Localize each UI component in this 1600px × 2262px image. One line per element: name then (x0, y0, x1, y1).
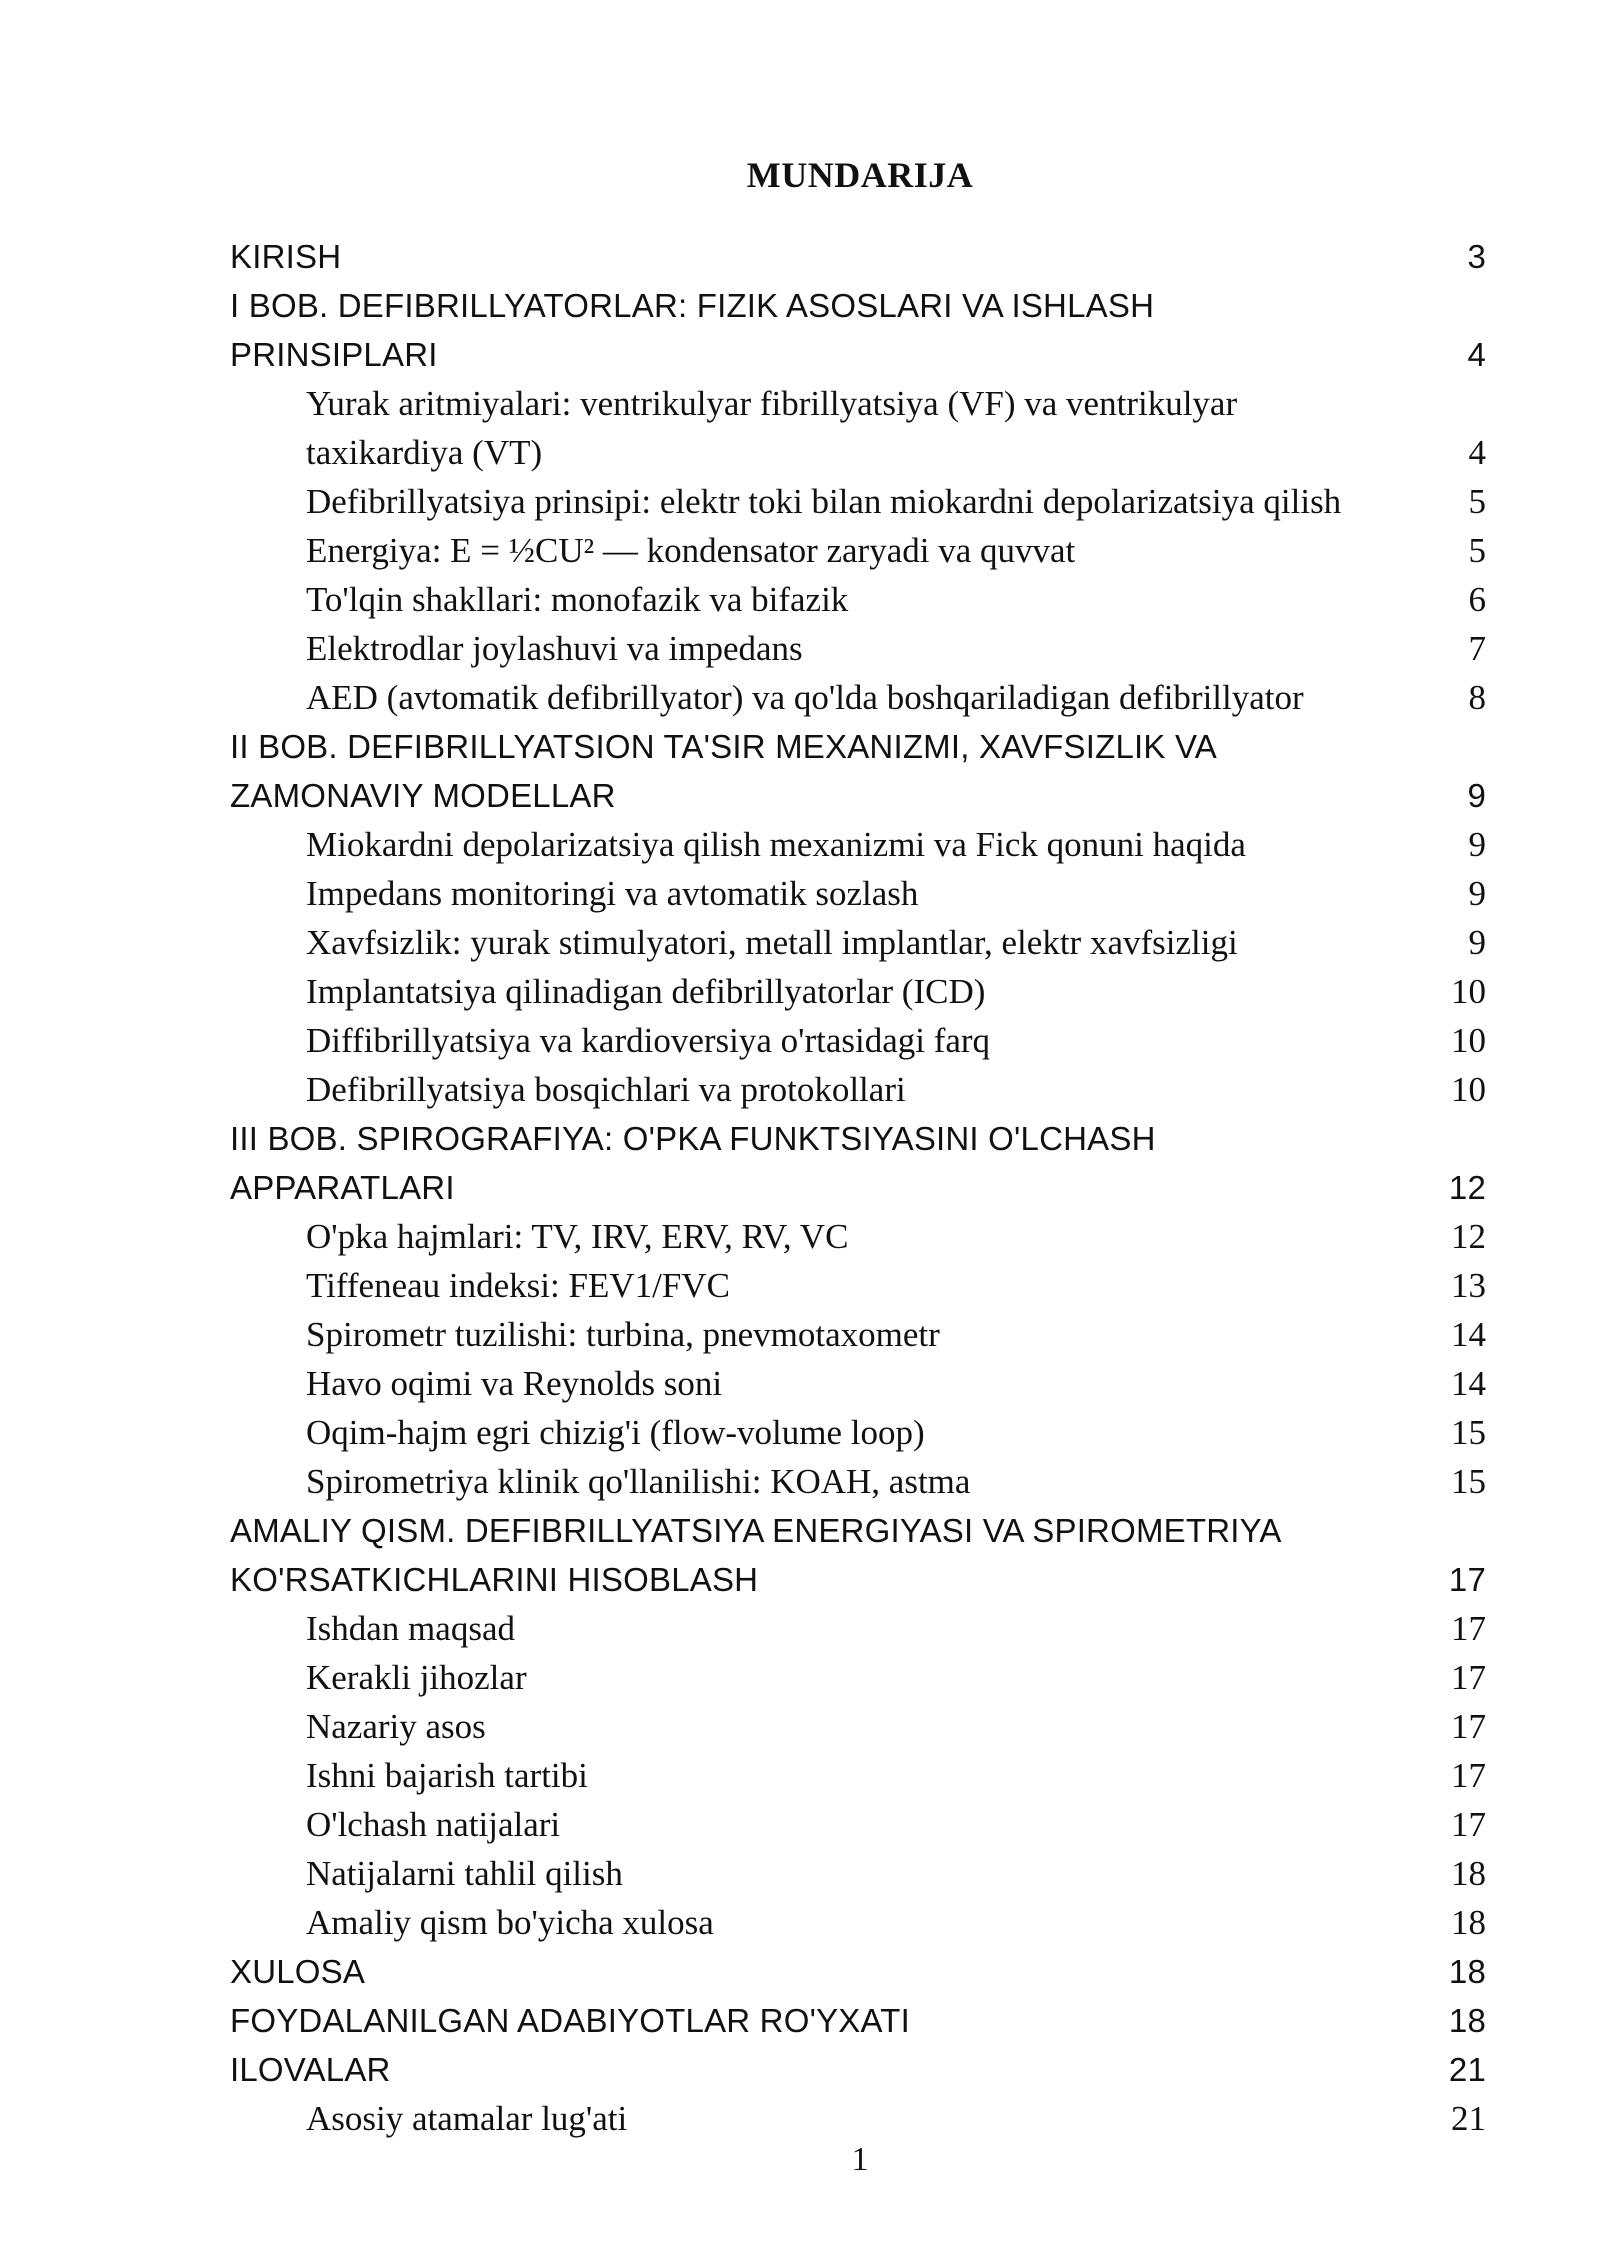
toc-subsection-entry[interactable] (230, 379, 1486, 477)
toc-entry-page-number: 4 (1468, 433, 1486, 472)
toc-entry-page-number: 17 (1448, 1561, 1486, 1598)
toc-entry-title-first-line: AMALIY QISM. DEFIBRILLYATSIYA ENERGIYASI VA SPIROMETRIYA (230, 1512, 1282, 1549)
toc-chapter-entry[interactable] (230, 2045, 1486, 2094)
toc-chapter-entry[interactable] (230, 232, 1486, 281)
toc-subsection-entry[interactable] (230, 1359, 1486, 1408)
toc-entry-title: ZAMONAVIY MODELLAR (230, 777, 616, 814)
toc-entry-title: XULOSA (230, 1953, 366, 1990)
toc-chapter-entry[interactable] (230, 281, 1486, 379)
toc-chapter-entry[interactable] (230, 1114, 1486, 1212)
toc-entry-title: Defibrillyatsiya prinsipi: elektr toki bilan miokardni depolarizatsiya qilish (306, 482, 1342, 521)
toc-entry-page-number: 15 (1451, 1413, 1486, 1452)
toc-entry-title: AED (avtomatik defibrillyator) va qo'lda boshqariladigan defibrillyator (306, 678, 1304, 717)
toc-subsection-entry[interactable] (230, 526, 1486, 575)
toc-subsection-entry[interactable] (230, 1800, 1486, 1849)
toc-chapter-entry[interactable] (230, 722, 1486, 820)
toc-entry-page-number: 9 (1468, 874, 1486, 913)
page-number: 1 (851, 2141, 869, 2178)
toc-entry-page-number: 9 (1468, 825, 1486, 864)
toc-entry-title: KO'RSATKICHLARINI HISOBLASH (230, 1561, 759, 1598)
toc-entry-title: To'lqin shakllari: monofazik va bifazik (306, 580, 849, 619)
toc-entry-title: ILOVALAR (230, 2051, 391, 2088)
toc-entry-page-number: 18 (1448, 2002, 1486, 2039)
toc-subsection-entry[interactable] (230, 1310, 1486, 1359)
toc-entry-page-number: 17 (1451, 1756, 1486, 1795)
toc-subsection-entry[interactable] (230, 1261, 1486, 1310)
table-of-contents (230, 232, 1486, 2143)
toc-entry-page-number: 14 (1451, 1364, 1486, 1403)
toc-subsection-entry[interactable] (230, 1849, 1486, 1898)
toc-entry-title: Diffibrillyatsiya va kardioversiya o'rtasidagi farq (306, 1021, 991, 1060)
toc-entry-page-number: 12 (1451, 1217, 1486, 1256)
toc-entry-page-number: 14 (1451, 1315, 1486, 1354)
toc-entry-title-first-line: Yurak aritmiyalari: ventrikulyar fibrillyatsiya (VF) va ventrikulyar (306, 384, 1238, 423)
toc-entry-page-number: 10 (1451, 1070, 1486, 1109)
toc-entry-page-number: 18 (1448, 1953, 1486, 1990)
toc-entry-page-number: 4 (1467, 336, 1486, 373)
toc-subsection-entry[interactable] (230, 1898, 1486, 1947)
toc-entry-page-number: 12 (1448, 1169, 1486, 1206)
page-title: MUNDARIJA (746, 155, 974, 195)
toc-entry-title: Spirometriya klinik qo'llanilishi: KOAH, astma (306, 1462, 971, 1501)
toc-entry-page-number: 17 (1451, 1609, 1486, 1648)
toc-entry-title-first-line: III BOB. SPIROGRAFIYA: O'PKA FUNKTSIYASINI O'LCHASH (230, 1120, 1156, 1157)
toc-entry-page-number: 21 (1448, 2051, 1486, 2088)
toc-entry-title: PRINSIPLARI (230, 336, 438, 373)
toc-chapter-entry[interactable] (230, 1996, 1486, 2045)
toc-entry-page-number: 10 (1451, 972, 1486, 1011)
toc-entry-title-first-line: II BOB. DEFIBRILLYATSION TA'SIR MEXANIZMI, XAVFSIZLIK VA (230, 728, 1217, 765)
toc-entry-page-number: 17 (1451, 1707, 1486, 1746)
toc-entry-page-number: 17 (1451, 1658, 1486, 1697)
toc-entry-title: Asosiy atamalar lug'ati (306, 2099, 628, 2138)
toc-entry-title: Kerakli jihozlar (306, 1658, 527, 1697)
toc-entry-title-first-line: I BOB. DEFIBRILLYATORLAR: FIZIK ASOSLARI VA ISHLASH (230, 287, 1155, 324)
toc-entry-title: Energiya: E = ½CU² — kondensator zaryadi va quvvat (306, 531, 1076, 570)
toc-entry-title: Spirometr tuzilishi: turbina, pnevmotaxometr (306, 1315, 940, 1354)
toc-entry-page-number: 9 (1468, 923, 1486, 962)
toc-entry-page-number: 8 (1468, 678, 1486, 717)
toc-subsection-entry[interactable] (230, 575, 1486, 624)
toc-entry-title: Xavfsizlik: yurak stimulyatori, metall implantlar, elektr xavfsizligi (306, 923, 1238, 962)
toc-subsection-entry[interactable] (230, 918, 1486, 967)
toc-chapter-entry[interactable] (230, 1947, 1486, 1996)
toc-entry-title: Havo oqimi va Reynolds soni (306, 1364, 723, 1403)
toc-subsection-entry[interactable] (230, 1702, 1486, 1751)
toc-entry-title: APPARATLARI (230, 1169, 455, 1206)
toc-entry-title: Impedans monitoringi va avtomatik sozlash (306, 874, 919, 913)
toc-entry-title: FOYDALANILGAN ADABIYOTLAR RO'YXATI (230, 2002, 910, 2039)
toc-entry-page-number: 5 (1468, 482, 1486, 521)
toc-subsection-entry[interactable] (230, 1016, 1486, 1065)
toc-entry-title: Natijalarni tahlil qilish (306, 1854, 623, 1893)
toc-entry-title: Implantatsiya qilinadigan defibrillyatorlar (ICD) (306, 972, 986, 1011)
toc-subsection-entry[interactable] (230, 673, 1486, 722)
toc-entry-title: Nazariy asos (306, 1707, 486, 1746)
toc-subsection-entry[interactable] (230, 1408, 1486, 1457)
toc-chapter-entry[interactable] (230, 1506, 1486, 1604)
toc-entry-page-number: 21 (1451, 2099, 1486, 2138)
toc-entry-title: Ishni bajarish tartibi (306, 1756, 588, 1795)
toc-entry-title: O'lchash natijalari (306, 1805, 561, 1844)
toc-entry-page-number: 18 (1451, 1903, 1486, 1942)
toc-subsection-entry[interactable] (230, 820, 1486, 869)
toc-entry-title: taxikardiya (VT) (306, 433, 543, 472)
toc-subsection-entry[interactable] (230, 1604, 1486, 1653)
toc-subsection-entry[interactable] (230, 967, 1486, 1016)
toc-subsection-entry[interactable] (230, 1751, 1486, 1800)
toc-subsection-entry[interactable] (230, 1457, 1486, 1506)
toc-entry-page-number: 5 (1468, 531, 1486, 570)
toc-entry-page-number: 15 (1451, 1462, 1486, 1501)
toc-entry-page-number: 13 (1451, 1266, 1486, 1305)
toc-entry-title: KIRISH (230, 238, 342, 275)
toc-subsection-entry[interactable] (230, 2094, 1486, 2143)
toc-subsection-entry[interactable] (230, 1212, 1486, 1261)
toc-entry-page-number: 7 (1468, 629, 1486, 668)
toc-entry-title: Oqim-hajm egri chizig'i (flow-volume loop) (306, 1413, 925, 1452)
toc-entry-page-number: 18 (1451, 1854, 1486, 1893)
toc-subsection-entry[interactable] (230, 1653, 1486, 1702)
toc-entry-title: Amaliy qism bo'yicha xulosa (306, 1903, 714, 1942)
toc-entry-title: O'pka hajmlari: TV, IRV, ERV, RV, VC (306, 1217, 849, 1256)
toc-subsection-entry[interactable] (230, 624, 1486, 673)
toc-entry-page-number: 10 (1451, 1021, 1486, 1060)
toc-subsection-entry[interactable] (230, 477, 1486, 526)
toc-entry-title: Ishdan maqsad (306, 1609, 515, 1648)
toc-entry-page-number: 17 (1451, 1805, 1486, 1844)
toc-entry-page-number: 9 (1467, 777, 1486, 814)
toc-entry-page-number: 6 (1468, 580, 1486, 619)
toc-entry-title: Tiffeneau indeksi: FEV1/FVC (306, 1266, 730, 1305)
toc-subsection-entry[interactable] (230, 1065, 1486, 1114)
toc-entry-title: Defibrillyatsiya bosqichlari va protokollari (306, 1070, 906, 1109)
toc-entry-title: Elektrodlar joylashuvi va impedans (306, 629, 803, 668)
toc-entry-page-number: 3 (1467, 238, 1486, 275)
toc-subsection-entry[interactable] (230, 869, 1486, 918)
toc-entry-title: Miokardni depolarizatsiya qilish mexanizmi va Fick qonuni haqida (306, 825, 1246, 864)
